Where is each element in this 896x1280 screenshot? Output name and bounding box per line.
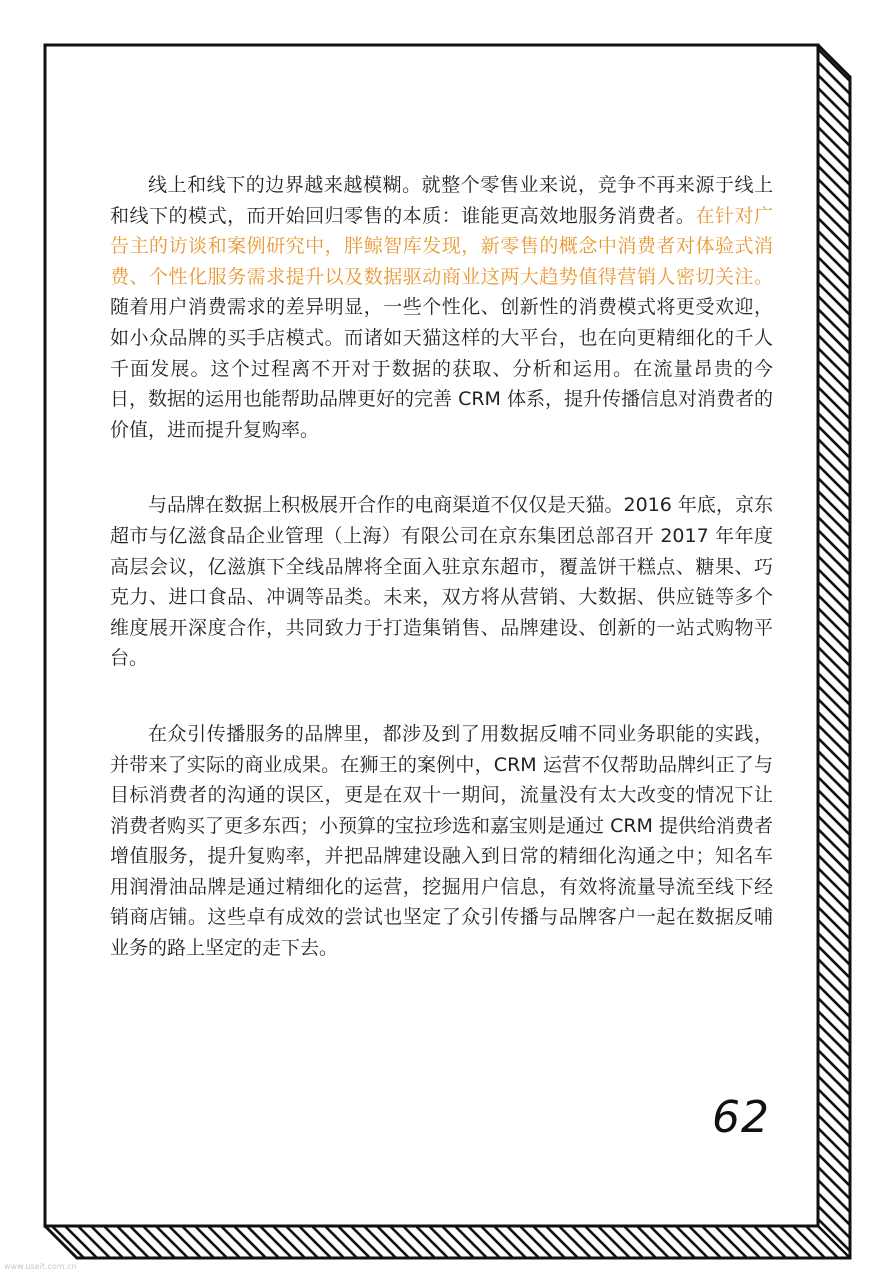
paragraph-3-text: 在众引传播服务的品牌里，都涉及到了用数据反哺不同业务职能的实践，并带来了实际的商业成果。在狮王的案例中，CRM 运营不仅帮助品牌纠正了与目标消费者的沟通的误区，更是在双十一期间，流量没有太大改变的情况下让消费者购买了更多东西；小预算的宝拉珍选和嘉宝则是通过 CRM 提供给消费者增值服务，提升复购率，并把品牌建设融入到日常的精细化沟通之中；知名车用润滑油品牌是通过精细化的运营，挖掘用户信息，有效将流量导流至线下经销商店铺。这些卓有成效的尝试也坚定了众引传播与品牌客户一起在数据反哺业务的路上坚定的走下去。	[110, 722, 773, 960]
paragraph-1-text-b: 随着用户消费需求的差异明显，一些个性化、创新性的消费模式将更受欢迎，如小众品牌的买手店模式。而诸如天猫这样的大平台，也在向更精细化的千人千面发展。这个过程离不开对于数据的获取、分析和运用。在流量昂贵的今日，数据的运用也能帮助品牌更好的完善 CRM 体系，提升传播信息对消费者的价值，进而提升复购率。	[110, 296, 773, 441]
paragraph-2-text: 与品牌在数据上积极展开合作的电商渠道不仅仅是天猫。2016 年底，京东超市与亿滋食品企业管理（上海）有限公司在京东集团总部召开 2017 年年度高层会议，亿滋旗下全线品牌将全面入驻京东超市，覆盖饼干糕点、糖果、巧克力、进口食品、冲调等品类。未来，双方将从营销、大数据、供应链等多个维度展开深度合作，共同致力于打造集销售、品牌建设、创新的一站式购物平台。	[110, 494, 773, 670]
paragraph-1-highlight: 在针对广告主的访谈和案例研究中，胖鲸智库发现，新零售的概念中消费者对体验式消费、个性化服务需求提升以及数据驱动商业这两大趋势值得营销人密切关注。	[110, 204, 773, 288]
paragraph-2	[110, 490, 773, 674]
paragraph-1	[110, 170, 773, 445]
paragraph-3	[110, 719, 773, 964]
article-body	[110, 170, 773, 1009]
page-number: 62	[712, 1092, 770, 1143]
watermark: www.useit.com.cn	[4, 1262, 77, 1271]
paragraph-1-text-a: 线上和线下的边界越来越模糊。就整个零售业来说，竞争不再来源于线上和线下的模式，而开始回归零售的本质：谁能更高效地服务消费者。	[110, 174, 773, 227]
